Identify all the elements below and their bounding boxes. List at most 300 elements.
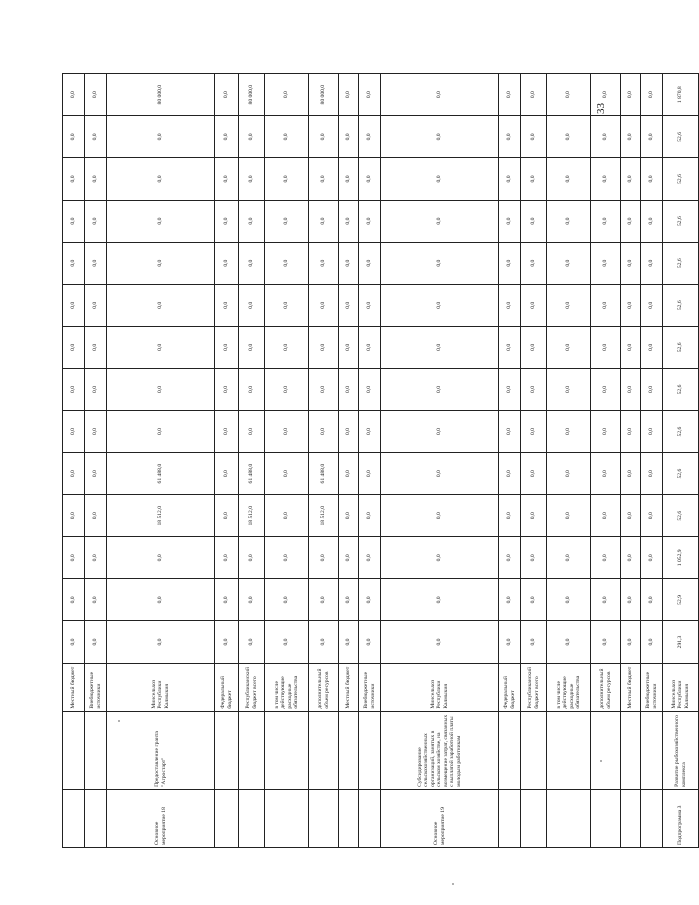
cell-value: 0,0 [499,537,521,579]
cell-value: 0,0 [339,453,359,495]
cell-value: 0,0 [63,579,85,621]
cell-value: 0,0 [499,579,521,621]
cell-value: 0,0 [63,537,85,579]
cell-value: 0,0 [107,116,215,158]
cell-program-element [521,789,547,847]
cell-value: 1 870,8 [663,74,699,116]
table-row [359,74,381,848]
cell-measure-name [85,711,107,789]
cell-value: 0,0 [339,579,359,621]
cell-value: 0,0 [547,368,591,410]
cell-value: 0,0 [521,116,547,158]
table-row [107,74,215,848]
cell-value: 0,0 [499,621,521,663]
cell-value: 18 512,0 [239,495,265,537]
cell-value: 0,0 [215,368,239,410]
table-row [265,74,309,848]
cell-value: 0,0 [621,411,641,453]
cell-value: 0,0 [85,242,107,284]
cell-funding-source: в том числе действующие расходные обязательства [547,663,591,711]
cell-value: 80 000,0 [107,74,215,116]
cell-value: 0,0 [621,537,641,579]
cell-funding-source: Внебюджетные источники [641,663,663,711]
table-row [309,74,339,848]
cell-value: 0,0 [547,537,591,579]
cell-value: 0,0 [499,116,521,158]
cell-value: 0,0 [547,579,591,621]
cell-value: 0,0 [215,411,239,453]
cell-value: 0,0 [547,242,591,284]
cell-value: 0,0 [239,411,265,453]
cell-value: 0,0 [63,158,85,200]
cell-value: 0,0 [339,411,359,453]
cell-value: 0,0 [265,116,309,158]
cell-value: 0,0 [381,158,499,200]
cell-value: 0,0 [521,411,547,453]
cell-value: 0,0 [107,158,215,200]
cell-funding-source: Местный бюджет [63,663,85,711]
cell-value: 0,0 [309,158,339,200]
cell-value: 0,0 [641,579,663,621]
table-row [621,74,641,848]
cell-value: 18 512,0 [309,495,339,537]
page-number: 33 [595,103,607,114]
cell-value: 0,0 [359,537,381,579]
cell-measure-name [239,711,265,789]
cell-value: 0,0 [107,200,215,242]
cell-value: 0,0 [641,74,663,116]
cell-value: 0,0 [591,200,621,242]
cell-value: 0,0 [239,242,265,284]
cell-value: 1 052,9 [663,537,699,579]
cell-value: 0,0 [85,537,107,579]
cell-value: 0,0 [339,537,359,579]
cell-value: 0,0 [521,200,547,242]
cell-value: 0,0 [63,495,85,537]
cell-value: 0,0 [591,537,621,579]
cell-value: 0,0 [63,242,85,284]
cell-value: 0,0 [641,116,663,158]
cell-value: 0,0 [621,116,641,158]
table-row [339,74,359,848]
table-row [663,74,699,848]
cell-value: 0,0 [265,242,309,284]
cell-value: 52,6 [663,326,699,368]
cell-value: 0,0 [215,116,239,158]
cell-value: 0,0 [547,411,591,453]
cell-value: 0,0 [499,495,521,537]
cell-value: 0,0 [521,284,547,326]
cell-value: 0,0 [547,200,591,242]
cell-value: 0,0 [239,326,265,368]
table-row [641,74,663,848]
cell-program-element [215,789,239,847]
cell-value: 0,0 [85,621,107,663]
cell-value: 52,6 [663,495,699,537]
cell-program-element [547,789,591,847]
cell-value: 0,0 [239,116,265,158]
cell-value: 0,0 [547,453,591,495]
cell-funding-source: дополнительный объем ресурсов [591,663,621,711]
scan-speck [452,883,454,885]
cell-value: 52,6 [663,411,699,453]
cell-funding-source: Минсельхоз Республики Калмыкия [663,663,699,711]
cell-value: 0,0 [521,158,547,200]
table-row [215,74,239,848]
cell-value: 0,0 [107,537,215,579]
budget-table-body [63,74,699,848]
cell-value: 0,0 [381,242,499,284]
cell-value: 0,0 [339,242,359,284]
cell-value: 0,0 [215,200,239,242]
cell-value: 18 512,0 [107,495,215,537]
cell-value: 0,0 [621,579,641,621]
cell-value: 0,0 [381,368,499,410]
cell-value: 0,0 [641,411,663,453]
cell-value: 0,0 [591,326,621,368]
cell-measure-name [265,711,309,789]
cell-value: 0,0 [215,621,239,663]
cell-program-element [63,789,85,847]
cell-value: 0,0 [641,158,663,200]
cell-value: 0,0 [107,579,215,621]
cell-value: 61 488,0 [239,453,265,495]
cell-value: 0,0 [499,411,521,453]
cell-value: 291,3 [663,621,699,663]
cell-value: 0,0 [499,242,521,284]
cell-value: 0,0 [265,158,309,200]
cell-value: 0,0 [107,411,215,453]
cell-value: 0,0 [265,368,309,410]
cell-program-element [359,789,381,847]
cell-value: 0,0 [359,495,381,537]
cell-value: 0,0 [521,495,547,537]
cell-program-element [239,789,265,847]
cell-value: 0,0 [265,579,309,621]
cell-value: 0,0 [239,368,265,410]
cell-value: 0,0 [547,326,591,368]
cell-funding-source: Республиканский бюджет всего [521,663,547,711]
cell-measure-name [309,711,339,789]
cell-value: 0,0 [381,579,499,621]
cell-value: 0,0 [359,242,381,284]
cell-funding-source: Республиканский бюджет всего [239,663,265,711]
cell-value: 0,0 [381,621,499,663]
cell-funding-source: Местный бюджет [621,663,641,711]
cell-value: 0,0 [309,579,339,621]
cell-value: 0,0 [239,200,265,242]
cell-value: 0,0 [215,326,239,368]
cell-value: 0,0 [521,368,547,410]
cell-value: 0,0 [215,495,239,537]
cell-value: 52,6 [663,200,699,242]
cell-value: 0,0 [85,368,107,410]
cell-value: 0,0 [521,579,547,621]
cell-value: 0,0 [309,284,339,326]
cell-value: 0,0 [521,621,547,663]
cell-program-element: Подпрограмма 3 [663,789,699,847]
cell-value: 0,0 [547,495,591,537]
cell-measure-name: Предоставление гранта "Агростарт" [107,711,215,789]
cell-program-element [641,789,663,847]
cell-value: 0,0 [359,579,381,621]
cell-measure-name [641,711,663,789]
cell-value: 0,0 [521,453,547,495]
cell-value: 0,0 [239,621,265,663]
cell-value: 0,0 [381,284,499,326]
cell-value: 0,0 [215,453,239,495]
cell-value: 52,6 [663,116,699,158]
table-row [499,74,521,848]
cell-value: 80 000,0 [239,74,265,116]
cell-funding-source: дополнительный объем ресурсов [309,663,339,711]
cell-value: 0,0 [499,158,521,200]
cell-value: 0,0 [591,453,621,495]
cell-value: 0,0 [63,326,85,368]
cell-program-element [339,789,359,847]
cell-value: 0,0 [85,74,107,116]
cell-value: 0,0 [265,74,309,116]
cell-value: 0,0 [339,116,359,158]
cell-value: 0,0 [85,326,107,368]
cell-value: 0,0 [499,368,521,410]
cell-value: 0,0 [499,326,521,368]
cell-value: 0,0 [85,284,107,326]
cell-value: 0,0 [107,242,215,284]
cell-value: 0,0 [547,74,591,116]
cell-value: 0,0 [381,453,499,495]
cell-value: 80 000,0 [309,74,339,116]
cell-value: 0,0 [339,326,359,368]
cell-value: 0,0 [265,284,309,326]
cell-value: 0,0 [339,158,359,200]
cell-value: 0,0 [499,453,521,495]
cell-value: 0,0 [359,368,381,410]
cell-value: 0,0 [641,326,663,368]
cell-value: 0,0 [621,495,641,537]
cell-program-element: Основное мероприятие 18 [107,789,215,847]
cell-value: 0,0 [265,200,309,242]
cell-value: 0,0 [215,158,239,200]
cell-value: 0,0 [339,74,359,116]
table-row [239,74,265,848]
cell-value: 0,0 [215,242,239,284]
table-row [591,74,621,848]
cell-value: 0,0 [521,326,547,368]
cell-value: 0,0 [381,411,499,453]
cell-value: 0,0 [85,579,107,621]
scan-speck [600,760,602,762]
cell-value: 0,0 [63,200,85,242]
cell-value: 0,0 [641,453,663,495]
cell-value: 0,0 [547,158,591,200]
cell-value: 0,0 [107,284,215,326]
table-row [381,74,499,848]
cell-program-element [621,789,641,847]
cell-value: 0,0 [381,537,499,579]
cell-value: 0,0 [85,495,107,537]
cell-value: 0,0 [339,368,359,410]
cell-value: 0,0 [309,368,339,410]
cell-value: 0,0 [265,453,309,495]
cell-value: 0,0 [359,158,381,200]
cell-value: 0,0 [591,116,621,158]
cell-value: 0,0 [63,116,85,158]
cell-program-element [309,789,339,847]
cell-value: 0,0 [359,453,381,495]
cell-program-element [85,789,107,847]
cell-value: 0,0 [359,74,381,116]
cell-measure-name: Развитие рыбохозяйственного комплекса [663,711,699,789]
cell-value: 0,0 [63,284,85,326]
cell-value: 0,0 [381,74,499,116]
cell-value: 0,0 [547,116,591,158]
cell-value: 0,0 [381,495,499,537]
cell-value: 0,0 [591,579,621,621]
cell-value: 0,0 [239,537,265,579]
cell-value: 0,0 [339,200,359,242]
cell-value: 0,0 [591,284,621,326]
cell-value: 0,0 [499,200,521,242]
cell-value: 0,0 [239,158,265,200]
cell-value: 0,0 [63,453,85,495]
budget-table [62,73,699,848]
cell-value: 0,0 [591,368,621,410]
cell-program-element [499,789,521,847]
cell-value: 0,0 [239,284,265,326]
cell-value: 0,0 [63,411,85,453]
cell-value: 0,0 [591,621,621,663]
cell-value: 0,0 [641,284,663,326]
cell-funding-source: в том числе действующие расходные обязательства [265,663,309,711]
cell-value: 0,0 [309,411,339,453]
cell-funding-source: Минсельхоз Республики Калмыкия [107,663,215,711]
cell-value: 0,0 [107,368,215,410]
cell-value: 0,0 [107,621,215,663]
cell-value: 0,0 [621,453,641,495]
cell-funding-source: Федеральный бюджет [499,663,521,711]
cell-value: 0,0 [309,326,339,368]
cell-measure-name: Субсидирование сельскохозяйственных организаций, занятых в сельском хозяйстве, на возмещение затрат, связанных с выплатой заработной платы молодым работникам [381,711,499,789]
cell-measure-name [521,711,547,789]
cell-value: 0,0 [591,74,621,116]
cell-value: 52,6 [663,368,699,410]
cell-value: 0,0 [621,158,641,200]
cell-funding-source: Местный бюджет [339,663,359,711]
cell-value: 0,0 [215,284,239,326]
cell-value: 0,0 [309,200,339,242]
cell-value: 0,0 [359,116,381,158]
cell-funding-source: Федеральный бюджет [215,663,239,711]
cell-value: 0,0 [359,200,381,242]
cell-value: 0,0 [359,284,381,326]
cell-value: 0,0 [215,74,239,116]
cell-value: 0,0 [521,74,547,116]
cell-value: 0,0 [265,326,309,368]
cell-measure-name [339,711,359,789]
cell-value: 0,0 [215,537,239,579]
cell-value: 0,0 [85,411,107,453]
cell-value: 0,0 [499,284,521,326]
cell-value: 0,0 [265,411,309,453]
cell-value: 0,0 [239,579,265,621]
cell-value: 52,6 [663,158,699,200]
cell-value: 0,0 [521,242,547,284]
cell-value: 0,0 [265,621,309,663]
table-row [63,74,85,848]
cell-value: 0,0 [339,284,359,326]
cell-value: 0,0 [591,411,621,453]
cell-value: 0,0 [359,621,381,663]
cell-measure-name [621,711,641,789]
cell-value: 0,0 [265,537,309,579]
cell-value: 0,0 [63,368,85,410]
cell-value: 0,0 [381,326,499,368]
cell-program-element [591,789,621,847]
cell-program-element [265,789,309,847]
cell-value: 0,0 [359,326,381,368]
cell-value: 0,0 [107,326,215,368]
cell-value: 0,0 [309,537,339,579]
cell-value: 52,9 [663,579,699,621]
cell-value: 0,0 [521,537,547,579]
scan-speck [118,720,120,722]
cell-value: 0,0 [85,116,107,158]
cell-measure-name [63,711,85,789]
cell-value: 0,0 [621,368,641,410]
cell-value: 0,0 [85,453,107,495]
cell-value: 0,0 [265,495,309,537]
cell-value: 0,0 [641,242,663,284]
cell-value: 0,0 [621,200,641,242]
cell-funding-source: Минсельхоз Республики Калмыкия [381,663,499,711]
table-row [547,74,591,848]
cell-measure-name [591,711,621,789]
cell-value: 0,0 [63,621,85,663]
cell-value: 0,0 [85,200,107,242]
cell-value: 0,0 [381,200,499,242]
cell-value: 0,0 [591,495,621,537]
cell-value: 0,0 [641,495,663,537]
cell-value: 0,0 [339,621,359,663]
cell-value: 0,0 [621,242,641,284]
cell-value: 52,6 [663,453,699,495]
cell-value: 61 488,0 [107,453,215,495]
cell-value: 0,0 [381,116,499,158]
cell-value: 0,0 [547,284,591,326]
cell-value: 0,0 [63,74,85,116]
cell-value: 0,0 [641,368,663,410]
cell-funding-source: Внебюджетные источники [359,663,381,711]
cell-value: 0,0 [621,326,641,368]
cell-value: 0,0 [499,74,521,116]
cell-value: 0,0 [621,621,641,663]
cell-measure-name [547,711,591,789]
cell-value: 0,0 [621,284,641,326]
cell-value: 0,0 [591,158,621,200]
cell-value: 0,0 [591,242,621,284]
cell-measure-name [215,711,239,789]
cell-value: 0,0 [641,200,663,242]
cell-value: 0,0 [309,242,339,284]
cell-value: 0,0 [309,116,339,158]
cell-program-element: Основное мероприятие 19 [381,789,499,847]
table-row [521,74,547,848]
cell-funding-source: Внебюджетные источники [85,663,107,711]
cell-value: 0,0 [547,621,591,663]
cell-value: 0,0 [641,621,663,663]
cell-value: 0,0 [621,74,641,116]
